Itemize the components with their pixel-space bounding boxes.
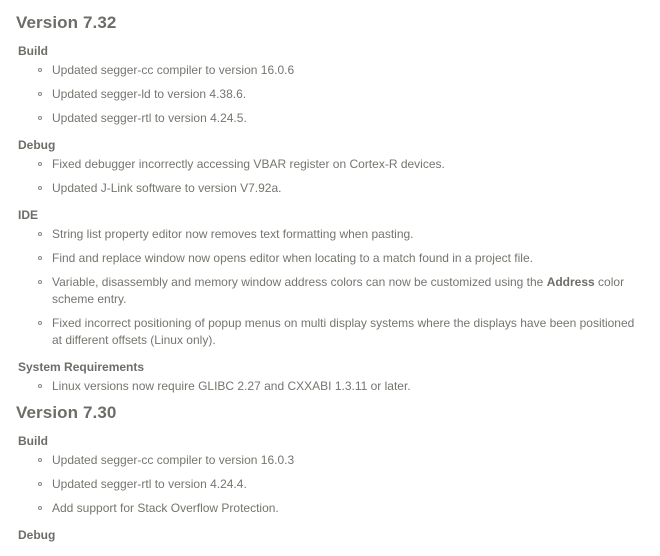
list-item: Fixed debugger incorrectly accessing VBAR register on Cortex-R devices. [14,156,646,173]
section-heading: Build [18,44,48,58]
list-item: Updated segger-rtl to version 4.24.5. [14,110,646,127]
list-item: Updated segger-ld to version 4.38.6. [14,86,646,103]
list-item: Updated segger-rtl to version 4.24.4. [14,476,646,493]
change-list [14,452,646,517]
change-list [14,156,646,197]
list-item: Add support for Stack Overflow Protection. [14,500,646,517]
section-heading: Debug [18,528,56,542]
release-section [14,44,646,127]
emphasis-term: Address [546,275,595,289]
list-item: Linux versions now require GLIBC 2.27 and CXXABI 1.3.11 or later. [14,378,646,395]
list-item: Updated J-Link software to version V7.92a. [14,180,646,197]
list-item: Updated segger-cc compiler to version 16.0.3 [14,452,646,469]
change-list [14,226,646,349]
section-heading: Debug [18,138,56,152]
release-section [14,208,646,349]
release-section [14,528,646,542]
list-item: Fixed incorrect positioning of popup menus on multi display systems where the displays have been positioned at different offsets (Linux only). [14,315,646,349]
change-list [14,378,646,395]
release-section [14,138,646,197]
change-list [14,62,646,127]
release-block [14,403,646,542]
page-title: Version 7.32 [16,13,117,32]
list-item: Find and replace window now opens editor when locating to a match found in a project file. [14,250,646,267]
section-heading: Build [18,434,48,448]
list-item: Updated segger-cc compiler to version 16.0.6 [14,62,646,79]
list-item: String list property editor now removes text formatting when pasting. [14,226,646,243]
release-section [14,434,646,517]
list-item: Variable, disassembly and memory window address colors can now be customized using the Address color scheme entry. [14,274,646,308]
release-section [14,360,646,395]
release-block [14,13,646,395]
section-heading: System Requirements [18,360,145,374]
page-title: Version 7.30 [16,403,117,422]
section-heading: IDE [18,208,39,222]
